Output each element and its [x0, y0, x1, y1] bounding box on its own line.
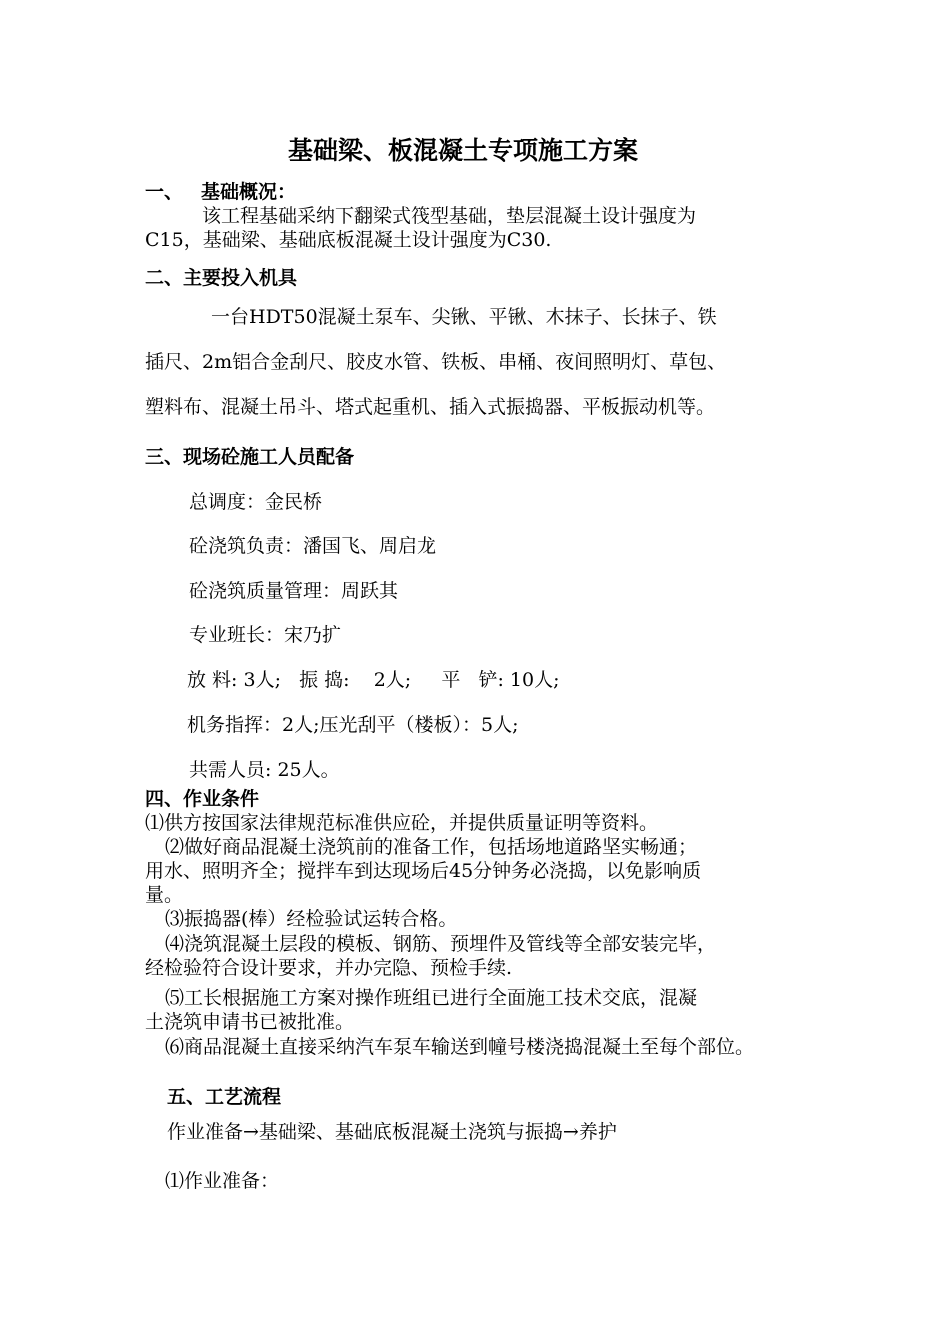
- condition-4: ⑷浇筑混凝土层段的模板、钢筋、预埋件及管线等全部安装完毕，: [165, 933, 717, 955]
- section-2-heading: 二、主要投入机具: [145, 267, 298, 289]
- section-4-heading: 四、作业条件: [145, 788, 260, 810]
- section-1-heading: 基础概况：: [201, 181, 297, 203]
- staff-line-pour-lead: 砼浇筑负责：潘国飞、周启龙: [189, 535, 437, 557]
- condition-2-end: 量。: [145, 884, 184, 906]
- condition-2-cont: 用水、照明齐全；搅拌车到达现场后45分钟务必浇捣，以免影响质: [145, 860, 702, 882]
- process-step-1: ⑴作业准备：: [165, 1170, 280, 1192]
- section-5-heading: 五、工艺流程: [167, 1086, 282, 1108]
- condition-2: ⑵做好商品混凝土浇筑前的准备工作，包括场地道路坚实畅通；: [165, 836, 698, 858]
- staff-line-crew: 放 料: 3人; 振 捣: 2人; 平 铲: 10人;: [187, 669, 560, 691]
- section-2-line-1: 一台HDT50混凝土泵车、尖锹、平锹、木抹子、长抹子、铁: [211, 306, 717, 328]
- condition-5: ⑸工长根据施工方案对操作班组已进行全面施工技术交底，混凝: [165, 987, 698, 1009]
- condition-5-cont: 土浇筑申请书已被批准。: [145, 1011, 355, 1033]
- section-1-line-1: 该工程基础采纳下翻梁式筏型基础，垫层混凝土设计强度为: [202, 205, 697, 227]
- condition-1: ⑴供方按国家法律规范标准供应砼，并提供质量证明等资料。: [145, 812, 659, 834]
- page-title: 基础梁、板混凝土专项施工方案: [288, 136, 639, 165]
- condition-6: ⑹商品混凝土直接采纳汽车泵车输送到幢号楼浇捣混凝土至每个部位。: [165, 1036, 755, 1058]
- staff-line-foreman: 专业班长：宋乃扩: [189, 624, 342, 646]
- section-2-line-3: 塑料布、混凝土吊斗、塔式起重机、插入式振捣器、平板振动机等。: [145, 396, 716, 418]
- section-3-heading: 三、现场砼施工人员配备: [145, 446, 355, 468]
- section-1-number: 一、: [145, 181, 184, 203]
- staff-line-total: 共需人员: 25人。: [189, 759, 340, 781]
- process-flow: 作业准备→基础梁、基础底板混凝土浇筑与振捣→养护: [167, 1121, 617, 1143]
- staff-line-mechanics: 机务指挥：2人;压光刮平（楼板）：5人;: [187, 714, 519, 736]
- section-1-line-2: C15，基础梁、基础底板混凝土设计强度为C30.: [145, 229, 552, 251]
- section-2-line-2: 插尺、2m铝合金刮尺、胶皮水管、铁板、串桶、夜间照明灯、草包、: [145, 351, 727, 373]
- staff-line-dispatcher: 总调度：金民桥: [189, 491, 323, 513]
- condition-3: ⑶振捣器(棒）经检验试运转合格。: [165, 908, 458, 930]
- condition-4-cont: 经检验符合设计要求，并办完隐、预检手续.: [145, 957, 513, 979]
- staff-line-quality: 砼浇筑质量管理：周跃其: [189, 580, 399, 602]
